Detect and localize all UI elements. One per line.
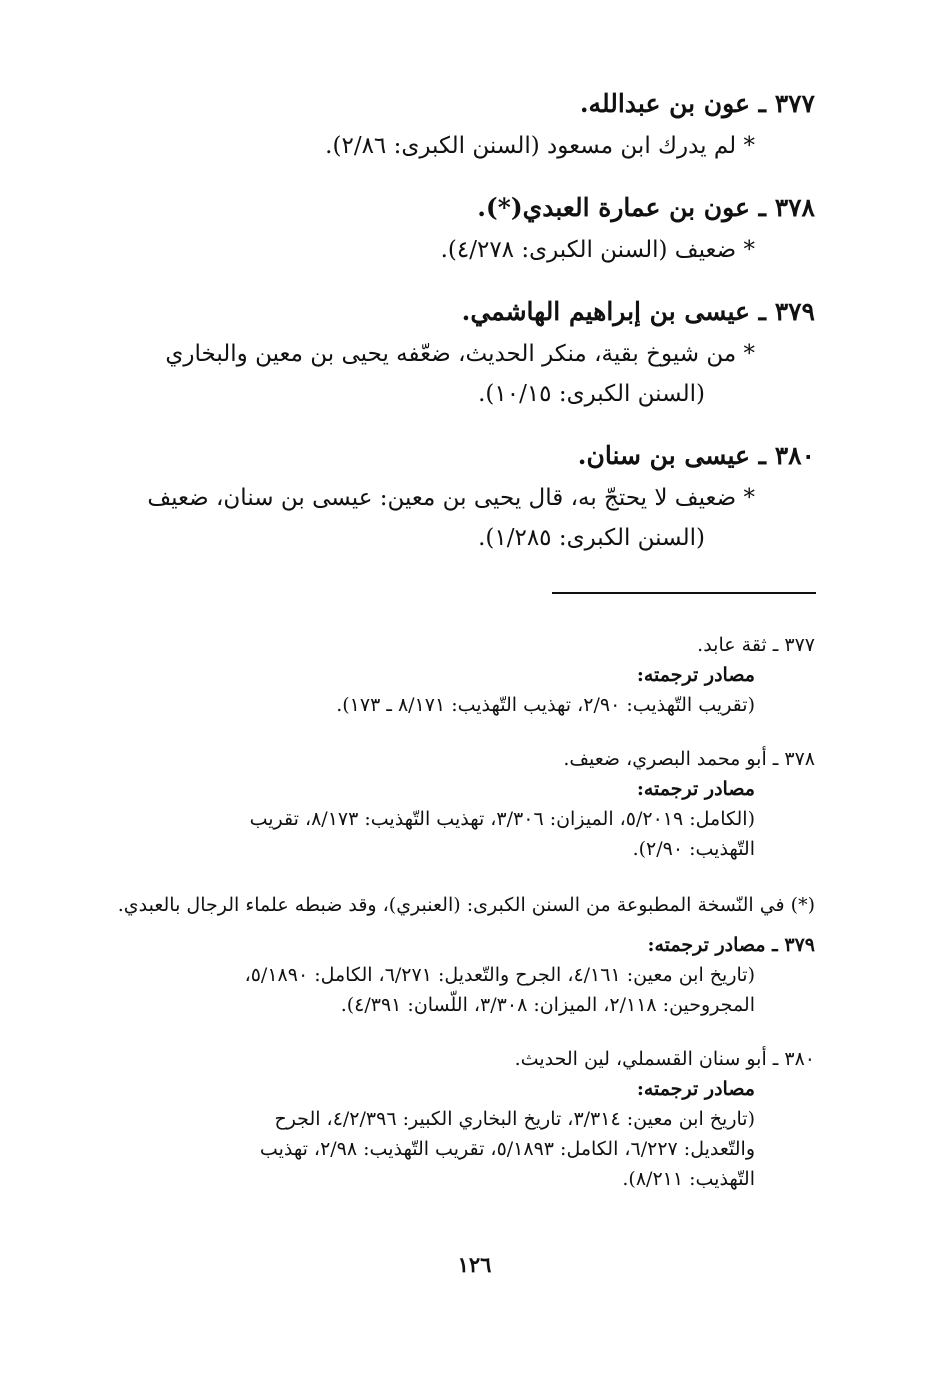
footnote-sources-line-2: والتّعديل: ٦/٢٢٧، الكامل: ٥/١٨٩٣، تقريب التّهذيب: ٢/٩٨، تهذيب xyxy=(259,1138,755,1160)
footnote-379 xyxy=(105,930,815,1020)
entry-text: * ضعيف (السنن الكبرى: ٤/٢٧٨). xyxy=(440,237,755,263)
footnote-heading: ٣٧٨ ـ أبو محمد البصري، ضعيف. xyxy=(563,748,815,770)
entry-378 xyxy=(115,190,815,270)
entry-heading: ٣٨٠ ـ عيسى بن سنان. xyxy=(577,441,815,470)
entry-text-line-2: (السنن الكبرى: ١/٢٨٥). xyxy=(478,525,705,551)
footnote-sources-line-1: (الكامل: ٥/٢٠١٩، الميزان: ٣/٣٠٦، تهذيب التّهذيب: ٨/١٧٣، تقريب xyxy=(249,808,755,830)
entry-text-line-2: (السنن الكبرى: ١٠/١٥). xyxy=(478,381,705,407)
footnote-sources-label: مصادر ترجمته: xyxy=(636,778,755,800)
footnote-heading: ٣٨٠ ـ أبو سنان القسملي، لين الحديث. xyxy=(514,1048,815,1070)
entry-379 xyxy=(115,294,815,414)
star-note-text: (*) في النّسخة المطبوعة من السنن الكبرى: (العنبري)، وقد ضبطه علماء الرجال بالعبدي. xyxy=(117,894,815,916)
footnote-heading: ٣٧٩ ـ مصادر ترجمته: xyxy=(647,934,815,956)
footnote-sources-line-1: (تاريخ ابن معين: ٤/١٦١، الجرح والتّعديل: ٦/٢٧١، الكامل: ٥/١٨٩٠، xyxy=(244,964,755,986)
footnote-sources-line-1: (تاريخ ابن معين: ٣/٣١٤، تاريخ البخاري الكبير: ٤/٢/٣٩٦، الجرح xyxy=(274,1108,755,1130)
entry-text-line-1: * ضعيف لا يحتجّ به، قال يحيى بن معين: عيسى بن سنان، ضعيف xyxy=(147,485,755,511)
footnote-heading: ٣٧٧ ـ ثقة عابد. xyxy=(697,634,815,656)
footnote-divider xyxy=(552,592,816,594)
entry-heading: ٣٧٧ ـ عون بن عبدالله. xyxy=(579,89,815,118)
page-number: ١٢٦ xyxy=(457,1252,492,1277)
footnote-380 xyxy=(105,1044,815,1194)
footnote-sources-line-3: التّهذيب: ٨/٢١١). xyxy=(622,1168,755,1190)
footnote-star-note xyxy=(105,890,815,920)
footnote-sources: (تقريب التّهذيب: ٢/٩٠، تهذيب التّهذيب: ٨/١٧١ ـ ١٧٣). xyxy=(336,694,755,716)
entry-heading: ٣٧٩ ـ عيسى بن إبراهيم الهاشمي. xyxy=(461,297,815,326)
footnote-sources-label: مصادر ترجمته: xyxy=(636,664,755,686)
footnote-sources-line-2: التّهذيب: ٢/٩٠). xyxy=(632,838,755,860)
entry-heading: ٣٧٨ ـ عون بن عمارة العبدي(*). xyxy=(477,193,815,222)
footnote-377 xyxy=(105,630,815,720)
entry-380 xyxy=(115,438,815,558)
footnote-sources-line-2: المجروحين: ٢/١١٨، الميزان: ٣/٣٠٨، اللّسان: ٤/٣٩١). xyxy=(340,994,755,1016)
entry-text: * لم يدرك ابن مسعود (السنن الكبرى: ٢/٨٦). xyxy=(325,133,755,159)
entry-377 xyxy=(115,86,815,166)
footnote-sources-label: مصادر ترجمته: xyxy=(636,1078,755,1100)
entry-text-line-1: * من شيوخ بقية، منكر الحديث، ضعّفه يحيى بن معين والبخاري xyxy=(165,341,755,367)
footnote-378 xyxy=(105,744,815,864)
